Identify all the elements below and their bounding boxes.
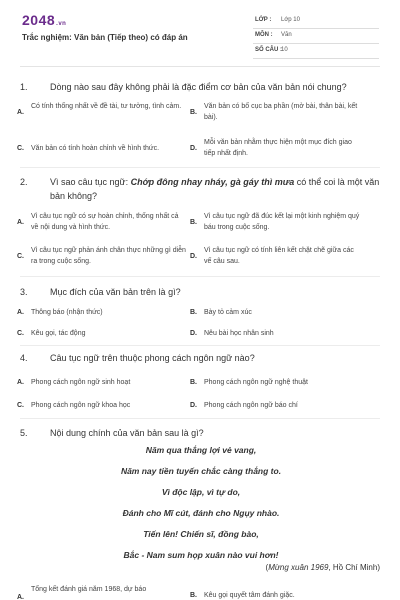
question-stem — [20, 175, 382, 203]
option-letter: B. — [190, 592, 197, 599]
option-letter: B. — [190, 379, 197, 386]
meta-key: LỚP : — [255, 17, 272, 23]
option-text: Kêu gọi, tác động — [31, 330, 86, 337]
option-letter: B. — [190, 109, 197, 116]
option-text: Có tính thống nhất về đề tài, tư tưởng, tình cảm. — [31, 103, 182, 110]
poem-block — [20, 440, 382, 566]
option-letter: C. — [17, 402, 24, 409]
option-letter: B. — [190, 219, 197, 226]
site-logo[interactable]: 2048.vn — [22, 12, 67, 28]
option-a[interactable] — [17, 101, 187, 116]
option-text: Văn bản có tính hoàn chỉnh về hình thức. — [31, 145, 160, 152]
meta-value: 10 — [281, 47, 288, 53]
option-text: Vì câu tục ngữ có sự hoàn chỉnh, thống nhất cả về nội dung và hình thức. — [31, 213, 179, 231]
option-letter: A. — [17, 309, 24, 316]
question-stem — [20, 80, 382, 94]
option-a[interactable] — [17, 307, 187, 318]
option-letter: A. — [17, 219, 24, 226]
meta-value: Văn — [281, 32, 292, 38]
question-divider — [20, 167, 380, 168]
option-text: Phong cách ngôn ngữ báo chí — [204, 402, 298, 409]
option-b[interactable] — [190, 590, 360, 600]
option-letter: D. — [190, 253, 197, 260]
option-b[interactable] — [190, 101, 360, 123]
option-c[interactable] — [17, 400, 187, 411]
option-d[interactable] — [190, 400, 360, 411]
option-c[interactable] — [17, 245, 187, 267]
question-text: Mục đích của văn bản trên là gì? — [50, 287, 181, 297]
poem-source: (Mừng xuân 1969, Hồ Chí Minh) — [265, 563, 380, 572]
option-letter: C. — [17, 330, 24, 337]
question-stem — [20, 426, 382, 440]
question-number: 4. — [20, 353, 28, 363]
quiz-meta-table — [253, 14, 379, 59]
option-letter: D. — [190, 330, 197, 337]
option-c[interactable] — [17, 143, 187, 154]
question-stem — [20, 285, 382, 299]
question-3 — [20, 285, 382, 299]
question-text: Câu tục ngữ trên thuộc phong cách ngôn ngữ nào? — [50, 353, 255, 363]
option-d[interactable] — [190, 137, 360, 159]
question-1 — [20, 80, 382, 94]
question-text: Nội dung chính của văn bản sau là gì? — [50, 428, 204, 438]
meta-key: MÔN : — [255, 32, 273, 38]
question-text: có thể coi là một văn bản không? — [50, 177, 380, 201]
option-b[interactable] — [190, 307, 360, 318]
option-text: Phong cách ngôn ngữ khoa học — [31, 402, 131, 409]
option-letter: D. — [190, 402, 197, 409]
option-letter: C. — [17, 145, 24, 152]
option-text: Thông báo (nhận thức) — [31, 309, 103, 316]
poem-line: Năm qua thắng lợi vẻ vang, — [145, 445, 257, 455]
meta-row-count — [253, 44, 379, 59]
option-text: Tổng kết đánh giá năm 1968, dự báo — [31, 586, 147, 593]
option-c[interactable] — [17, 328, 187, 339]
option-text: Kêu gọi quyết tâm đánh giặc. — [204, 592, 295, 599]
option-text: Vì câu tục ngữ có tính liên kết chặt chẽ giữa các vế câu sau. — [204, 247, 354, 265]
option-d[interactable] — [190, 328, 360, 339]
question-text: Dòng nào sau đây không phải là đặc điểm cơ bản của văn bản nói chung? — [50, 82, 347, 92]
option-letter: C. — [17, 253, 24, 260]
option-text: Phong cách ngôn ngữ nghệ thuật — [204, 379, 308, 386]
page-title: Trắc nghiệm: Văn bản (Tiếp theo) có đáp án — [22, 33, 188, 42]
poem-line: Bắc - Nam sum họp xuân nào vui hơn! — [123, 550, 279, 560]
question-divider — [20, 276, 380, 277]
question-divider — [20, 345, 380, 346]
question-number: 1. — [20, 82, 28, 92]
option-d[interactable] — [190, 245, 360, 267]
option-text: Bày tỏ cảm xúc — [204, 309, 252, 316]
option-text: Phong cách ngôn ngữ sinh hoạt — [31, 379, 131, 386]
option-a[interactable] — [17, 211, 187, 233]
option-text: Mỗi văn bản nhằm thực hiện một mục đích giao tiếp nhất định. — [204, 139, 352, 157]
meta-value: Lớp 10 — [281, 17, 300, 23]
question-2 — [20, 175, 382, 203]
option-letter: A. — [17, 379, 24, 386]
question-stem — [20, 351, 382, 365]
poem-line: Vì độc lập, vì tự do, — [161, 487, 241, 497]
option-text: Văn bản có bố cục ba phần (mở bài, thân bài, kết bài). — [204, 103, 358, 121]
option-a[interactable] — [17, 584, 187, 600]
option-text: Vì câu tục ngữ phản ánh chân thực những gì diễn ra trong cuộc sống. — [31, 247, 186, 265]
option-letter: B. — [190, 309, 197, 316]
option-a[interactable] — [17, 377, 187, 388]
meta-key: SỐ CÂU : — [255, 47, 282, 53]
option-b[interactable] — [190, 211, 360, 233]
question-number: 3. — [20, 287, 28, 297]
poem-line: Tiến lên! Chiến sĩ, đồng bào, — [143, 529, 259, 539]
option-letter: A. — [17, 594, 24, 600]
question-quote: Chớp đông nhay nháy, gà gáy thì mưa — [130, 177, 295, 187]
meta-row-class — [253, 14, 379, 29]
poem-line: Năm nay tiền tuyến chắc càng thắng to. — [120, 466, 282, 476]
question-number: 5. — [20, 428, 28, 438]
option-text: Vì câu tục ngữ đã đúc kết lại một kinh nghiệm quý báu trong cuộc sống. — [204, 213, 360, 231]
header-divider — [20, 66, 380, 67]
option-text: Nêu bài học nhân sinh — [204, 330, 274, 337]
option-letter: D. — [190, 145, 197, 152]
poem-line: Đánh cho Mĩ cút, đánh cho Ngụy nhào. — [122, 508, 280, 518]
question-divider — [20, 418, 380, 419]
option-b[interactable] — [190, 377, 360, 388]
meta-row-subject — [253, 29, 379, 44]
option-letter: A. — [17, 109, 24, 116]
question-5 — [20, 426, 382, 440]
page-header — [0, 0, 400, 66]
question-number: 2. — [20, 177, 28, 187]
question-text: Vì sao câu tục ngữ: — [50, 177, 131, 187]
question-4 — [20, 351, 382, 365]
